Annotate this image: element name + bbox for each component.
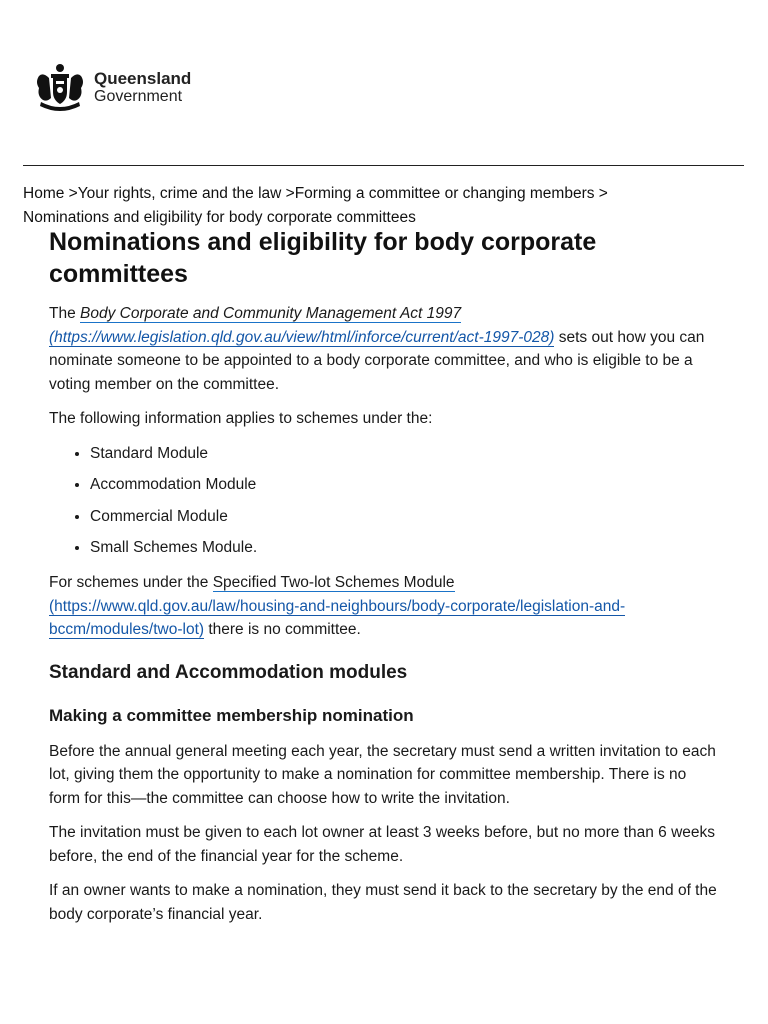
body-paragraph: The invitation must be given to each lot owner at least 3 weeks before, but no more than 6 weeks before, the end of the financial year for the scheme.: [49, 824, 716, 865]
two-lot-url-link[interactable]: (https://www.qld.gov.au/law/housing-and-neighbours/body-corporate/legislation-and-bccm/modules/two-lot): [49, 597, 626, 638]
list-item: • Small Schemes Module.: [90, 536, 721, 559]
body-paragraph: Before the annual general meeting each year, the secretary must send a written invitation to each lot, giving them the opportunity to make a nomination for committee membership. There is no form for this—the committee can choose how to write the invitation.: [49, 742, 716, 807]
two-lot-link[interactable]: Specified Two-lot Schemes Module: [212, 574, 455, 591]
logo-line-1: Queensland: [94, 69, 192, 88]
two-lot-paragraph: [49, 571, 721, 642]
breadcrumb-separator: >: [281, 185, 295, 202]
breadcrumb-home[interactable]: Home: [23, 185, 65, 202]
two-lot-suffix: there is no committee.: [204, 621, 361, 638]
intro-suffix: sets out how you can nominate someone to be appointed to a body corporate committee, and who is eligible to be a voting member on the committee.: [49, 328, 705, 393]
body-paragraph: If an owner wants to make a nomination, they must send it back to the secretary by the end of the body corporate’s financial year.: [49, 882, 717, 923]
breadcrumb: [23, 182, 743, 230]
qld-government-logo[interactable]: [33, 62, 191, 114]
breadcrumb-current: Nominations and eligibility for body corporate committees: [23, 209, 416, 226]
breadcrumb-separator: >: [64, 185, 78, 202]
header-divider: [23, 165, 744, 166]
list-item: • Commercial Module: [90, 505, 721, 528]
page-title: Nominations and eligibility for body corporate committees: [49, 228, 597, 288]
intro-paragraph: [49, 302, 721, 396]
act-url-link[interactable]: (https://www.legislation.qld.gov.au/view/html/inforce/current/act-1997-028): [49, 328, 555, 346]
breadcrumb-separator: >: [594, 185, 608, 202]
applies-paragraph: The following information applies to schemes under the:: [49, 410, 433, 427]
list-item: • Accommodation Module: [90, 473, 721, 496]
list-item: • Standard Module: [90, 442, 721, 465]
breadcrumb-forming-committee[interactable]: Forming a committee or changing members: [294, 185, 595, 202]
modules-list: [49, 442, 721, 560]
logo-line-2: Government: [94, 88, 183, 105]
section-heading: Standard and Accommodation modules: [49, 661, 408, 683]
intro-prefix: The: [49, 305, 81, 322]
breadcrumb-your-rights[interactable]: Your rights, crime and the law: [77, 185, 282, 202]
coat-of-arms-icon: [33, 62, 88, 114]
two-lot-prefix: For schemes under the: [49, 574, 213, 591]
subsection-heading: Making a committee membership nomination: [49, 705, 414, 725]
main-content: [49, 226, 721, 937]
act-link[interactable]: Body Corporate and Community Management Act 1997: [80, 305, 462, 322]
